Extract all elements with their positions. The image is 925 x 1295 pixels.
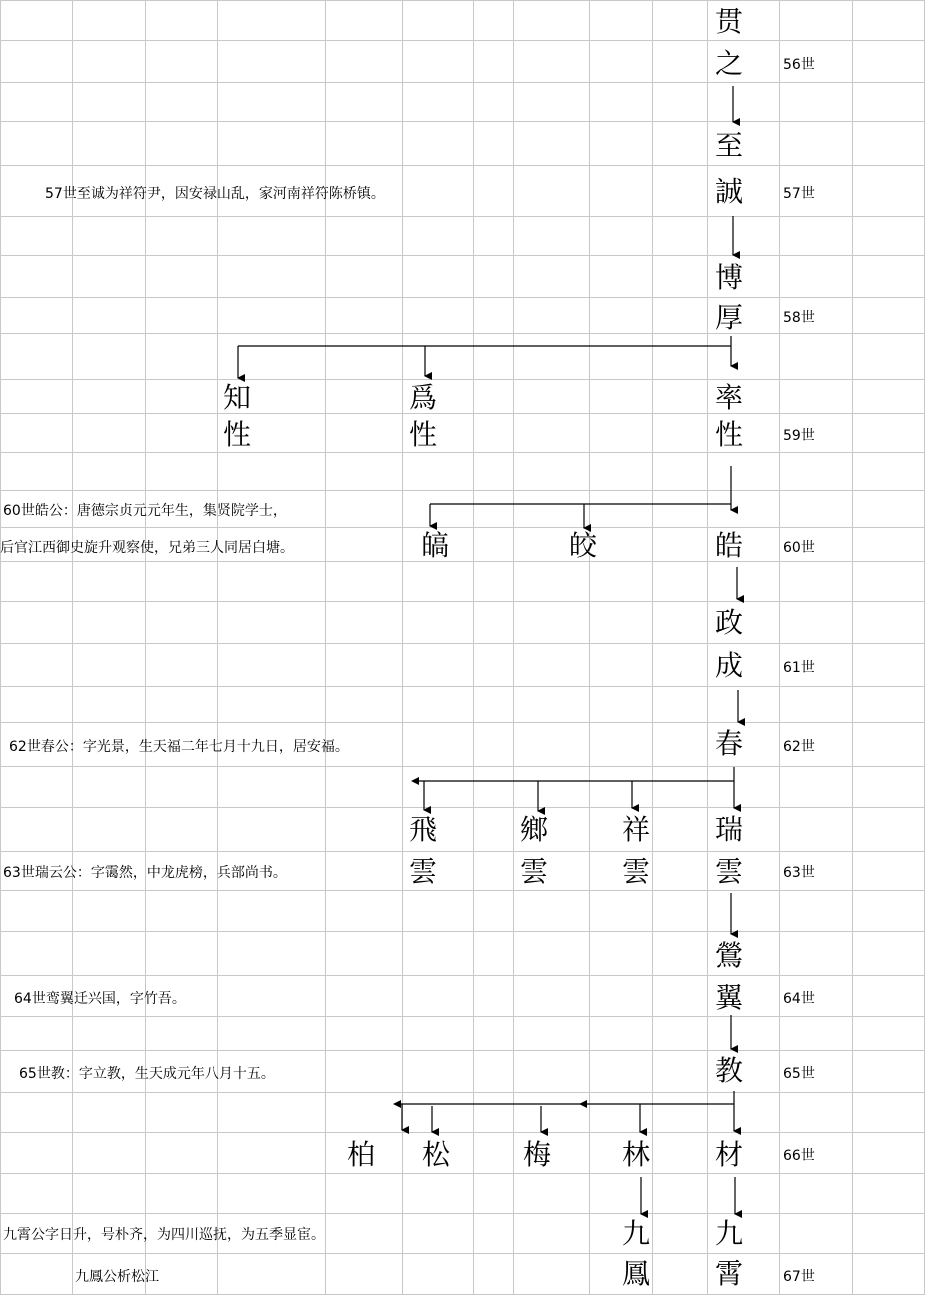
name-jiu-feng-2: 鳳: [622, 1257, 651, 1290]
name-chun: 春: [715, 727, 744, 760]
generation-label-59: 59世: [783, 428, 815, 444]
name-zhi: 之: [715, 47, 744, 80]
name-zhi-xing-1: 知: [223, 381, 252, 414]
generation-label-56: 56世: [783, 57, 815, 73]
note-gen-64: 64世鸾翼迁兴国，字竹吾。: [14, 991, 186, 1007]
name-shuai-xing-2: 性: [715, 418, 744, 451]
name-rui-yun-1: 瑞: [715, 813, 744, 846]
name-song: 松: [422, 1138, 451, 1171]
name-xiang-yun-village-2: 雲: [520, 855, 549, 888]
name-cai: 材: [715, 1138, 744, 1171]
generation-label-61: 61世: [783, 660, 815, 676]
name-zhi-cheng-1: 至: [715, 129, 744, 162]
name-bai: 柏: [347, 1138, 376, 1171]
name-luan-yi-2: 翼: [715, 981, 744, 1014]
name-bo-hou-2: 厚: [715, 301, 744, 334]
name-xiang-yun-auspicious-2: 雲: [622, 855, 651, 888]
name-hao-bright: 皓: [715, 529, 744, 562]
name-xiang-yun-village-1: 鄉: [520, 813, 549, 846]
name-guan: 贯: [715, 5, 744, 38]
note-gen-62: 62世春公：字光景，生天福二年七月十九日，居安福。: [9, 739, 349, 755]
name-rui-yun-2: 雲: [715, 855, 744, 888]
note-gen-63: 63世瑞云公：字霭然，中龙虎榜，兵部尚书。: [3, 865, 287, 881]
note-gen-67-jiufeng: 九鳳公析松江: [75, 1269, 159, 1285]
name-jiao-teach: 教: [715, 1054, 744, 1087]
name-jiu-xiao-2: 霄: [715, 1257, 744, 1290]
name-jiu-xiao-1: 九: [715, 1217, 744, 1250]
name-zhi-cheng-2: 誠: [715, 175, 744, 208]
name-zhi-xing-2: 性: [223, 418, 252, 451]
generation-label-65: 65世: [783, 1066, 815, 1082]
name-jiao: 皎: [569, 529, 598, 562]
name-mei: 梅: [523, 1138, 552, 1171]
name-jiu-feng-1: 九: [622, 1217, 651, 1250]
name-hao-white: 皜: [421, 529, 450, 562]
note-gen-60-line1: 60世皓公：唐德宗贞元元年生，集贤院学士，: [3, 503, 287, 519]
name-shuai-xing-1: 率: [715, 381, 744, 414]
name-zheng-cheng-1: 政: [715, 606, 744, 639]
name-luan-yi-1: 鶯: [715, 939, 744, 972]
note-gen-67-jiuxiao: 九霄公字日升，号朴齐，为四川巡抚，为五季显宦。: [3, 1227, 325, 1243]
note-gen-60-line2: 后官江西御史旋升观察使，兄弟三人同居白塘。: [0, 540, 294, 556]
generation-label-58: 58世: [783, 310, 815, 326]
name-lin: 林: [622, 1138, 651, 1171]
name-wei-xing-1: 爲: [409, 381, 438, 414]
generation-label-57: 57世: [783, 186, 815, 202]
generation-label-62: 62世: [783, 739, 815, 755]
generation-label-63: 63世: [783, 865, 815, 881]
generation-label-60: 60世: [783, 540, 815, 556]
name-bo-hou-1: 博: [715, 261, 744, 294]
name-fei-yun-1: 飛: [409, 813, 438, 846]
generation-label-67: 67世: [783, 1269, 815, 1285]
name-xiang-yun-auspicious-1: 祥: [622, 813, 651, 846]
generation-label-64: 64世: [783, 991, 815, 1007]
name-wei-xing-2: 性: [409, 418, 438, 451]
note-gen-57: 57世至诚为祥符尹，因安禄山乱，家河南祥符陈桥镇。: [45, 186, 385, 202]
generation-label-66: 66世: [783, 1148, 815, 1164]
name-zheng-cheng-2: 成: [715, 649, 744, 682]
note-gen-65: 65世教：字立教，生天成元年八月十五。: [19, 1066, 275, 1082]
name-fei-yun-2: 雲: [409, 855, 438, 888]
